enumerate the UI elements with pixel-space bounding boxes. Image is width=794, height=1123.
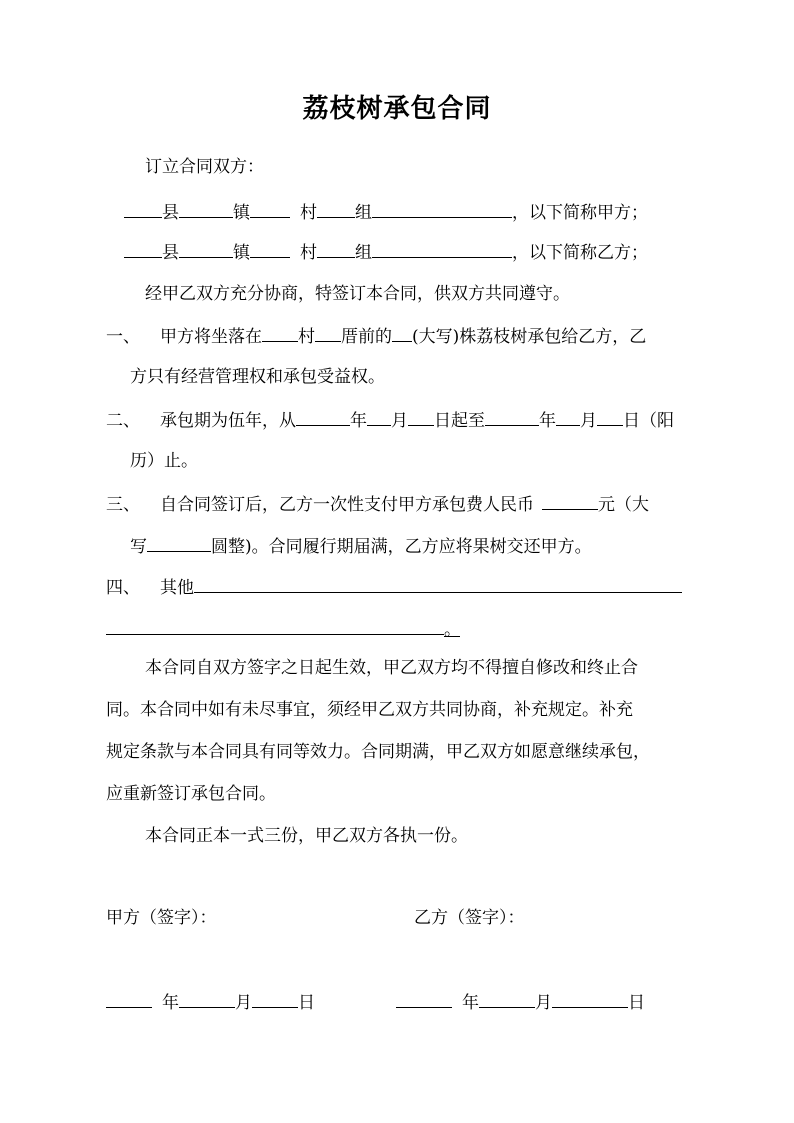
party-a-date (106, 990, 315, 1014)
party-b-suffix: ，以下简称乙方； (512, 243, 648, 263)
day-label: 日 (628, 993, 645, 1013)
clause-text: 甲方将坐落在 (160, 327, 262, 347)
address-blank[interactable] (372, 200, 512, 218)
day-label: 日 (298, 993, 315, 1013)
clause-1-continued: 方只有经营管理权和承包受益权。 (130, 367, 385, 387)
clause-number: 二、 (106, 411, 140, 431)
clause-text: 村 (298, 327, 315, 347)
town-blank[interactable] (179, 240, 233, 258)
other-terms-blank-2[interactable] (106, 617, 444, 635)
group-label: 组 (355, 243, 372, 263)
clause-text: 圆整)。合同履行期届满，乙方应将果树交还甲方。 (211, 537, 592, 557)
party-a-signature-label: 甲方（签字）： (106, 908, 217, 928)
clause-number: 四、 (106, 578, 140, 598)
clause-2-continued: 历）止。 (130, 451, 198, 471)
day-blank[interactable] (252, 990, 298, 1008)
clause-text: 元（大 (598, 495, 649, 515)
village-blank[interactable] (250, 240, 290, 258)
clause-text: 承包期为伍年，从 (160, 411, 296, 431)
party-b-line (124, 240, 648, 264)
clause-2 (106, 408, 674, 432)
end-year-blank[interactable] (485, 408, 539, 426)
town-label: 镇 (233, 243, 250, 263)
fee-amount-blank[interactable] (542, 492, 598, 510)
group-label: 组 (355, 203, 372, 223)
start-year-blank[interactable] (296, 408, 350, 426)
contract-title: 荔枝树承包合同 (302, 94, 492, 124)
group-blank[interactable] (317, 240, 355, 258)
effect-line-1: 本合同自双方签字之日起生效，甲乙双方均不得擅自修改和终止合 (145, 658, 638, 678)
year-label: 年 (350, 411, 367, 431)
village-blank[interactable] (250, 200, 290, 218)
town-blank[interactable] (179, 200, 233, 218)
clause-text: 写 (130, 537, 147, 557)
county-label: 县 (162, 203, 179, 223)
clause-3-continued (130, 534, 592, 558)
party-b-signature-label: 乙方（签字）： (414, 908, 525, 928)
clause-number: 一、 (106, 327, 140, 347)
clause-text: 日（阳 (623, 411, 674, 431)
end-day-blank[interactable] (597, 408, 623, 426)
county-label: 县 (162, 243, 179, 263)
party-a-line (124, 200, 648, 224)
party-b-date (396, 990, 645, 1014)
county-blank[interactable] (124, 200, 162, 218)
year-blank[interactable] (396, 990, 452, 1008)
clause-4-continued (106, 617, 460, 641)
end-month-blank[interactable] (556, 408, 580, 426)
effect-line-4: 应重新签订承包合同。 (106, 784, 276, 804)
day-blank[interactable] (552, 990, 628, 1008)
clause-text: 日起至 (434, 411, 485, 431)
clause-number: 三、 (106, 495, 140, 515)
clause-4 (106, 575, 682, 599)
village-blank[interactable] (262, 324, 298, 342)
place-blank[interactable] (315, 324, 341, 342)
clause-end-mark: 。 (444, 620, 461, 640)
village-label: 村 (300, 203, 317, 223)
intro-text: 订立合同双方： (145, 157, 264, 177)
effect-line-2: 同。本合同中如有未尽事宜，须经甲乙双方共同协商，补充规定。补充 (106, 700, 633, 720)
start-day-blank[interactable] (408, 408, 434, 426)
town-label: 镇 (233, 203, 250, 223)
month-label: 月 (535, 993, 552, 1013)
clause-3 (106, 492, 649, 516)
month-blank[interactable] (179, 990, 235, 1008)
other-terms-blank[interactable] (194, 575, 682, 593)
month-label: 月 (235, 993, 252, 1013)
month-label: 月 (391, 411, 408, 431)
clause-1 (106, 324, 646, 348)
village-label: 村 (300, 243, 317, 263)
address-blank[interactable] (372, 240, 512, 258)
clause-text: 自合同签订后，乙方一次性支付甲方承包费人民币 (160, 495, 534, 515)
clause-text: (大写)株荔枝树承包给乙方，乙 (412, 327, 647, 347)
start-month-blank[interactable] (367, 408, 391, 426)
party-a-suffix: ，以下简称甲方； (512, 203, 648, 223)
group-blank[interactable] (317, 200, 355, 218)
year-label: 年 (462, 993, 479, 1013)
county-blank[interactable] (124, 240, 162, 258)
year-blank[interactable] (106, 990, 152, 1008)
year-label: 年 (162, 993, 179, 1013)
month-label: 月 (580, 411, 597, 431)
copies-text: 本合同正本一式三份，甲乙双方各执一份。 (145, 826, 468, 846)
preamble-text: 经甲乙双方充分协商，特签订本合同，供双方共同遵守。 (145, 284, 570, 304)
fee-capital-blank[interactable] (147, 534, 211, 552)
clause-text: 其他 (160, 578, 194, 598)
year-label: 年 (539, 411, 556, 431)
effect-line-3: 规定条款与本合同具有同等效力。合同期满，甲乙双方如愿意继续承包， (106, 742, 650, 762)
tree-count-blank[interactable] (392, 324, 412, 342)
clause-text: 厝前的 (341, 327, 392, 347)
month-blank[interactable] (479, 990, 535, 1008)
